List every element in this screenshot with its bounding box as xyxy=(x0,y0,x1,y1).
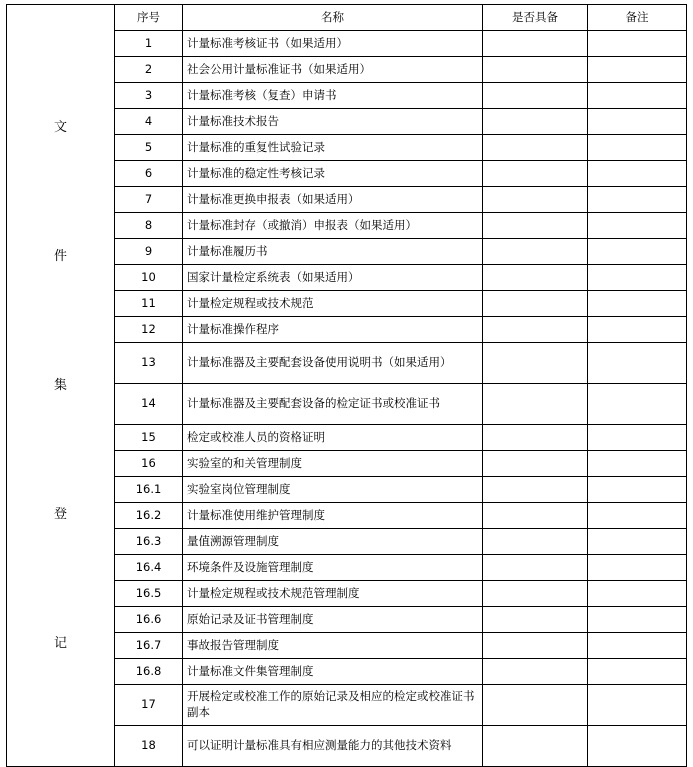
row-name: 量值溯源管理制度 xyxy=(183,529,483,555)
side-label-char-4: 登 xyxy=(53,506,67,522)
row-available[interactable] xyxy=(483,83,588,109)
row-available[interactable] xyxy=(483,187,588,213)
side-label-char-1: 文 xyxy=(53,119,67,135)
row-serial: 16.5 xyxy=(115,581,183,607)
row-serial: 2 xyxy=(115,57,183,83)
row-available[interactable] xyxy=(483,451,588,477)
row-serial: 15 xyxy=(115,425,183,451)
row-name: 计量标准履历书 xyxy=(183,239,483,265)
row-remark[interactable] xyxy=(588,291,687,317)
row-available[interactable] xyxy=(483,503,588,529)
row-available[interactable] xyxy=(483,317,588,343)
row-serial: 5 xyxy=(115,135,183,161)
row-remark[interactable] xyxy=(588,57,687,83)
row-available[interactable] xyxy=(483,109,588,135)
side-label-char-5: 记 xyxy=(53,635,67,651)
row-name: 计量检定规程或技术规范 xyxy=(183,291,483,317)
row-available[interactable] xyxy=(483,31,588,57)
row-remark[interactable] xyxy=(588,109,687,135)
row-name: 社会公用计量标准证书（如果适用） xyxy=(183,57,483,83)
row-serial: 6 xyxy=(115,161,183,187)
row-available[interactable] xyxy=(483,135,588,161)
row-serial: 16.4 xyxy=(115,555,183,581)
row-name: 计量标准考核证书（如果适用） xyxy=(183,31,483,57)
row-remark[interactable] xyxy=(588,659,687,685)
row-serial: 18 xyxy=(115,726,183,767)
row-available[interactable] xyxy=(483,685,588,726)
row-serial: 16.2 xyxy=(115,503,183,529)
row-serial: 3 xyxy=(115,83,183,109)
row-name: 实验室的和关管理制度 xyxy=(183,451,483,477)
row-serial: 7 xyxy=(115,187,183,213)
row-serial: 8 xyxy=(115,213,183,239)
row-serial: 11 xyxy=(115,291,183,317)
row-remark[interactable] xyxy=(588,581,687,607)
row-name: 环境条件及设施管理制度 xyxy=(183,555,483,581)
row-remark[interactable] xyxy=(588,384,687,425)
row-serial: 14 xyxy=(115,384,183,425)
row-available[interactable] xyxy=(483,555,588,581)
row-remark[interactable] xyxy=(588,685,687,726)
row-serial: 13 xyxy=(115,343,183,384)
side-label-vertical-text xyxy=(11,7,110,764)
row-remark[interactable] xyxy=(588,555,687,581)
row-name: 计量标准器及主要配套设备使用说明书（如果适用） xyxy=(183,343,483,384)
side-label-cell xyxy=(7,5,115,767)
row-serial: 16.3 xyxy=(115,529,183,555)
row-remark[interactable] xyxy=(588,726,687,767)
row-name: 国家计量检定系统表（如果适用） xyxy=(183,265,483,291)
table-header-row xyxy=(7,5,687,31)
row-serial: 16 xyxy=(115,451,183,477)
row-available[interactable] xyxy=(483,726,588,767)
row-remark[interactable] xyxy=(588,31,687,57)
row-serial: 16.6 xyxy=(115,607,183,633)
row-serial: 9 xyxy=(115,239,183,265)
row-remark[interactable] xyxy=(588,529,687,555)
side-label-char-2: 件 xyxy=(53,248,67,264)
row-available[interactable] xyxy=(483,343,588,384)
column-header-name: 名称 xyxy=(183,5,483,31)
row-remark[interactable] xyxy=(588,161,687,187)
row-name: 计量标准考核（复查）申请书 xyxy=(183,83,483,109)
row-serial: 16.1 xyxy=(115,477,183,503)
row-remark[interactable] xyxy=(588,607,687,633)
row-available[interactable] xyxy=(483,659,588,685)
row-name: 实验室岗位管理制度 xyxy=(183,477,483,503)
column-header-remark: 备注 xyxy=(588,5,687,31)
row-remark[interactable] xyxy=(588,317,687,343)
row-available[interactable] xyxy=(483,384,588,425)
row-remark[interactable] xyxy=(588,83,687,109)
row-name: 检定或校准人员的资格证明 xyxy=(183,425,483,451)
row-remark[interactable] xyxy=(588,451,687,477)
row-remark[interactable] xyxy=(588,187,687,213)
row-serial: 12 xyxy=(115,317,183,343)
column-header-available: 是否具备 xyxy=(483,5,588,31)
row-remark[interactable] xyxy=(588,343,687,384)
row-name: 计量标准封存（或撤消）申报表（如果适用） xyxy=(183,213,483,239)
row-serial: 16.8 xyxy=(115,659,183,685)
row-name: 计量标准操作程序 xyxy=(183,317,483,343)
row-serial: 10 xyxy=(115,265,183,291)
row-available[interactable] xyxy=(483,265,588,291)
row-name: 计量标准器及主要配套设备的检定证书或校准证书 xyxy=(183,384,483,425)
row-available[interactable] xyxy=(483,529,588,555)
row-name: 开展检定或校准工作的原始记录及相应的检定或校准证书副本 xyxy=(183,685,483,726)
row-remark[interactable] xyxy=(588,503,687,529)
side-label-char-3: 集 xyxy=(53,377,67,393)
document-file-set-table xyxy=(6,4,687,767)
row-available[interactable] xyxy=(483,57,588,83)
row-remark[interactable] xyxy=(588,425,687,451)
row-name: 计量标准使用维护管理制度 xyxy=(183,503,483,529)
row-name: 原始记录及证书管理制度 xyxy=(183,607,483,633)
row-remark[interactable] xyxy=(588,213,687,239)
row-serial: 4 xyxy=(115,109,183,135)
row-name: 事故报告管理制度 xyxy=(183,633,483,659)
row-available[interactable] xyxy=(483,291,588,317)
row-name: 计量检定规程或技术规范管理制度 xyxy=(183,581,483,607)
table-body xyxy=(7,5,687,767)
row-available[interactable] xyxy=(483,581,588,607)
row-remark[interactable] xyxy=(588,477,687,503)
row-remark[interactable] xyxy=(588,265,687,291)
row-available[interactable] xyxy=(483,607,588,633)
row-name: 计量标准更换申报表（如果适用） xyxy=(183,187,483,213)
row-remark[interactable] xyxy=(588,633,687,659)
row-available[interactable] xyxy=(483,633,588,659)
row-serial: 17 xyxy=(115,685,183,726)
row-remark[interactable] xyxy=(588,239,687,265)
row-serial: 1 xyxy=(115,31,183,57)
row-available[interactable] xyxy=(483,425,588,451)
row-name: 可以证明计量标准具有相应测量能力的其他技术资料 xyxy=(183,726,483,767)
row-name: 计量标准文件集管理制度 xyxy=(183,659,483,685)
row-name: 计量标准的重复性试验记录 xyxy=(183,135,483,161)
row-name: 计量标准技术报告 xyxy=(183,109,483,135)
row-available[interactable] xyxy=(483,477,588,503)
row-available[interactable] xyxy=(483,161,588,187)
row-serial: 16.7 xyxy=(115,633,183,659)
row-name: 计量标准的稳定性考核记录 xyxy=(183,161,483,187)
row-available[interactable] xyxy=(483,213,588,239)
row-remark[interactable] xyxy=(588,135,687,161)
row-available[interactable] xyxy=(483,239,588,265)
column-header-serial: 序号 xyxy=(115,5,183,31)
